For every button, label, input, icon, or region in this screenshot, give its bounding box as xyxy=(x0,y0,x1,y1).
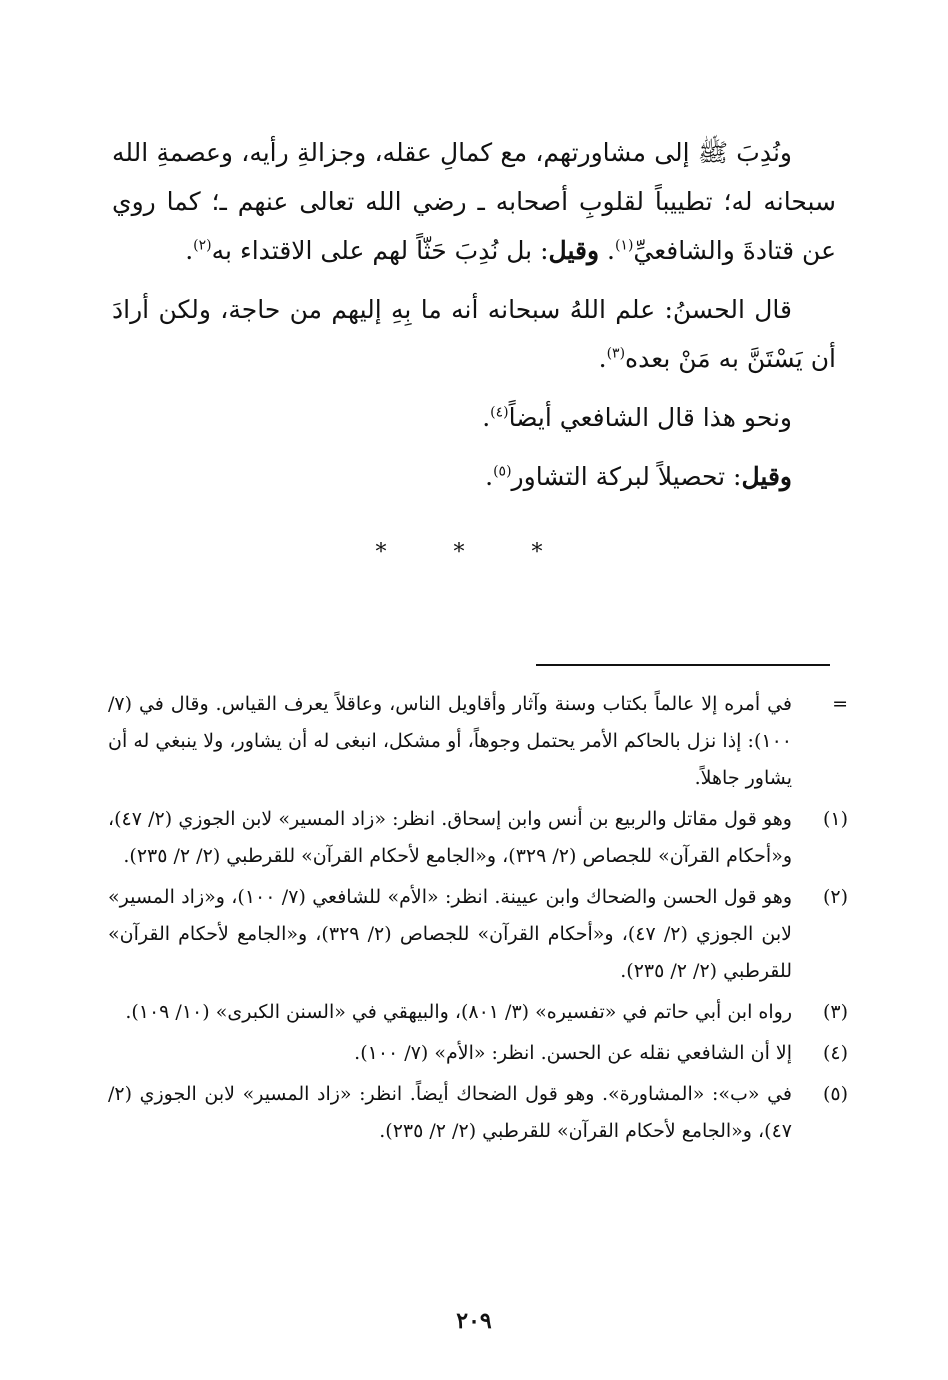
paragraph-3-end: . xyxy=(482,403,491,432)
footnote-text: في «ب»: «المشاورة». وهو قول الضحاك أيضاً. انظر: «زاد المسير» لابن الجوزي (٢/ ٤٧)، و«الجامع لأحكام القرآن» للقرطبي (٢/ ٢/ ٢٣٥). xyxy=(108,1083,792,1142)
paragraph-2 xyxy=(112,285,836,383)
section-separator: * * * xyxy=(375,540,573,565)
paragraph-3 xyxy=(112,393,836,442)
footnote-3 xyxy=(108,994,848,1031)
footnote-marker: (٣) xyxy=(822,1001,848,1023)
footnote-text: إلا أن الشافعي نقله عن الحسن. انظر: «الأم» (٧/ ١٠٠). xyxy=(354,1042,792,1064)
footnote-ref-5: (٥) xyxy=(493,463,512,480)
footnote-continuation xyxy=(108,686,848,797)
footnote-rule xyxy=(536,664,830,666)
footnote-ref-4: (٤) xyxy=(490,404,509,421)
footnote-ref-3: (٣) xyxy=(606,345,626,362)
paragraph-1-end: . xyxy=(185,236,194,265)
paragraph-4-text: : تحصيلاً لبركة التشاور xyxy=(511,462,742,491)
footnote-4 xyxy=(108,1035,848,1072)
paragraph-1-punct: . xyxy=(599,236,615,265)
footnote-ref-2: (٢) xyxy=(193,237,212,254)
footnote-marker: (١) xyxy=(822,808,848,830)
footnote-marker: = xyxy=(832,693,848,715)
footnotes xyxy=(108,686,848,1154)
footnote-5 xyxy=(108,1076,848,1150)
footnote-1 xyxy=(108,801,848,875)
paragraph-1 xyxy=(112,128,836,275)
main-text xyxy=(112,128,836,511)
page-number: ٢٠٩ xyxy=(456,1308,492,1334)
paragraph-3-text: ونحو هذا قال الشافعي أيضاً xyxy=(508,403,792,432)
paragraph-2-end: . xyxy=(598,344,607,373)
paragraph-2-text: قال الحسنُ: علم اللهُ سبحانه أنه ما بِهِ إليهم من حاجة، ولكن أرادَ أن يَسْتَنَّ به مَنْ بعده xyxy=(112,295,836,373)
footnote-marker: (٤) xyxy=(822,1042,848,1064)
paragraph-4-end: . xyxy=(485,462,494,491)
paragraph-4 xyxy=(112,452,836,501)
footnote-text: وهو قول مقاتل والربيع بن أنس وابن إسحاق. انظر: «زاد المسير» لابن الجوزي (٢/ ٤٧)، و«أحكام القرآن» للجصاص (٢/ ٣٢٩)، و«الجامع لأحكام القرآن» للقرطبي (٢/ ٢/ ٢٣٥). xyxy=(108,808,792,867)
footnote-marker: (٥) xyxy=(822,1083,848,1105)
footnote-text: وهو قول الحسن والضحاك وابن عيينة. انظر: «الأم» للشافعي (٧/ ١٠٠)، و«زاد المسير» لابن الجوزي (٢/ ٤٧)، و«أحكام القرآن» للجصاص (٢/ ٣٢٩)، و«الجامع لأحكام القرآن» للقرطبي (٢/ ٢/ ٢٣٥). xyxy=(108,886,792,982)
footnote-text: في أمره إلا عالماً بكتاب وسنة وآثار وأقاويل الناس، وعاقلاً يعرف القياس. وقال في (٧/ ١٠٠): إذا نزل بالحاكم الأمر يحتمل وجوهاً، أو مشكل، انبغى له أن يشاور، ولا ينبغي له أن يشاور جاهلاً. xyxy=(108,693,792,789)
footnote-2 xyxy=(108,879,848,990)
footnote-text: رواه ابن أبي حاتم في «تفسيره» (٣/ ٨٠١)، والبيهقي في «السنن الكبرى» (١٠/ ١٠٩). xyxy=(125,1001,792,1023)
paragraph-1-bold: وقيل xyxy=(548,236,600,265)
footnote-ref-1: (١) xyxy=(614,237,634,254)
paragraph-1-text: ونُدِبَ ﷺ إلى مشاورتهم، مع كمالِ عقله، وجزالةِ رأيه، وعصمةِ الله سبحانه له؛ تطييباً لقلوبِ أصحابه ـ رضي الله تعالى عنهم ـ؛ كما روي عن قتادةَ والشافعيِّ xyxy=(112,138,836,265)
footnote-marker: (٢) xyxy=(822,886,848,908)
paragraph-4-bold: وقيل xyxy=(741,462,792,491)
paragraph-1-text-2: : بل نُدِبَ حَثّاً لهم على الاقتداء به xyxy=(211,236,549,265)
